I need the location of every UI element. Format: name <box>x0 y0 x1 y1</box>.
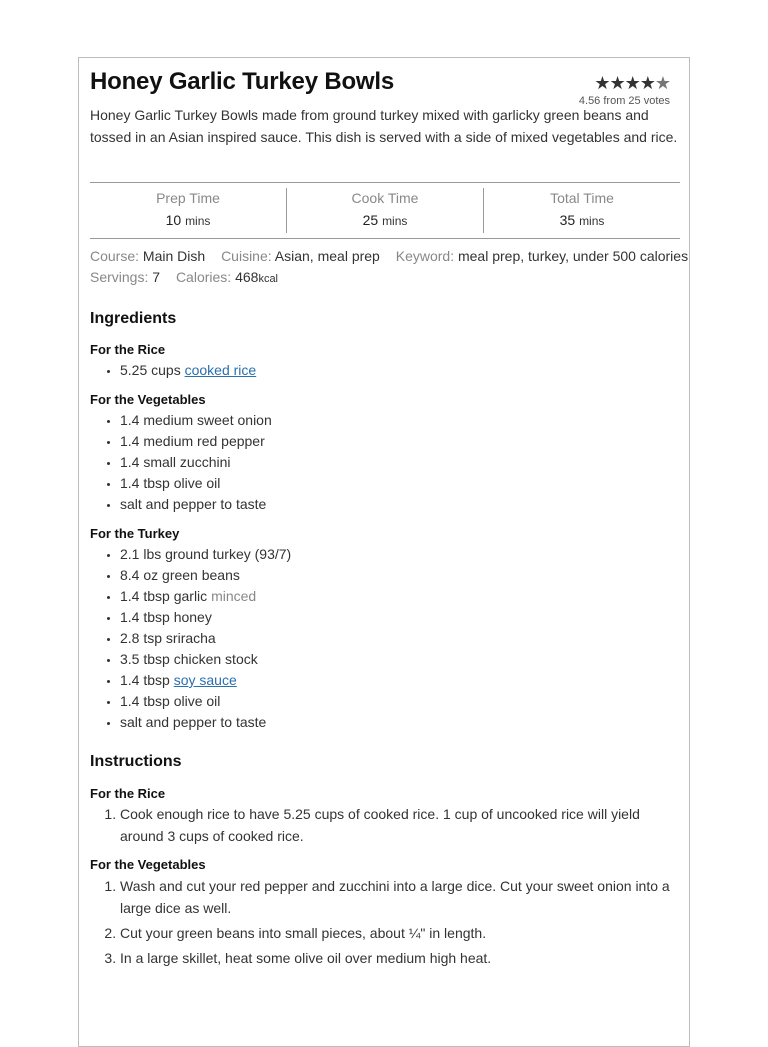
ingredient-item <box>120 586 291 607</box>
prep-time <box>90 188 287 233</box>
ingredients-heading: Ingredients <box>90 310 177 327</box>
ingredient-text: 5.25 cups <box>120 362 185 378</box>
total-time-label: Total Time <box>550 190 614 206</box>
calories-unit: kcal <box>258 273 278 285</box>
ingredient-item: • 1.4 medium red pepper <box>120 431 272 452</box>
instruction-step: 1. Wash and cut your red pepper and zucchini into a large dice. Cut your sweet onion into a large dice as well. <box>120 875 680 919</box>
course-value: Main Dish <box>142 248 206 264</box>
ingredient-note: minced <box>211 588 257 604</box>
keyword-value: meal prep, turkey, under 500 calories <box>457 248 689 264</box>
ingredient-list-rice <box>90 360 256 381</box>
prep-time-label: Prep Time <box>156 190 220 206</box>
recipe-rating[interactable] <box>579 74 670 107</box>
instruction-group-rice: For the Rice <box>90 786 166 801</box>
soy-sauce-link[interactable]: soy sauce <box>173 672 237 688</box>
prep-time-number: 10 <box>165 212 182 228</box>
recipe-servings <box>90 269 160 285</box>
instruction-list-rice <box>90 803 680 850</box>
ingredient-item: • 1.4 tbsp olive oil <box>120 473 272 494</box>
ingredient-item: • 1.4 tbsp honey <box>120 607 291 628</box>
ingredient-item: • 8.4 oz green beans <box>120 565 291 586</box>
ingredient-group-rice: For the Rice <box>90 342 166 357</box>
cuisine-label: Cuisine: <box>221 248 272 264</box>
ingredient-item: • 1.4 small zucchini <box>120 452 272 473</box>
ingredient-item <box>120 360 256 381</box>
recipe-times <box>90 182 680 239</box>
cook-time-label: Cook Time <box>351 190 419 206</box>
recipe-calories <box>176 269 278 285</box>
keyword-label: Keyword: <box>395 248 455 264</box>
recipe-keyword <box>396 248 688 264</box>
ingredient-item: • salt and pepper to taste <box>120 494 272 515</box>
total-time-number: 35 <box>559 212 576 228</box>
recipe-meta-row-2 <box>90 267 278 289</box>
recipe-card <box>78 57 690 1047</box>
servings-label: Servings: <box>90 269 149 285</box>
servings-value[interactable]: 7 <box>152 269 161 285</box>
instruction-step: 3. In a large skillet, heat some olive oil over medium high heat. <box>120 947 680 969</box>
recipe-course <box>90 248 205 264</box>
prep-time-unit: mins <box>185 214 211 228</box>
ingredient-item: • 1.4 medium sweet onion <box>120 410 272 431</box>
ingredient-text: 1.4 tbsp <box>120 672 174 688</box>
cook-time-value <box>287 210 483 231</box>
calories-value: 468 <box>235 269 259 285</box>
ingredient-list-vegetables <box>90 410 272 515</box>
recipe-title: Honey Garlic Turkey Bowls <box>90 68 394 95</box>
star-rating-icon[interactable]: ★★★★★ <box>594 73 670 93</box>
instruction-group-vegetables: For the Vegetables <box>90 857 206 872</box>
ingredient-item: • 2.8 tsp sriracha <box>120 628 291 649</box>
ingredient-group-vegetables: For the Vegetables <box>90 392 206 407</box>
ingredient-list-turkey <box>90 544 291 733</box>
total-time-value <box>484 210 680 231</box>
instruction-step: 2. Cut your green beans into small pieces, about ¼" in length. <box>120 922 680 944</box>
total-time <box>484 188 680 233</box>
ingredient-text: 1.4 tbsp garlic <box>120 588 212 604</box>
instruction-list-vegetables <box>90 875 680 972</box>
instruction-step: 1. Cook enough rice to have 5.25 cups of cooked rice. 1 cup of uncooked rice will yield around 3 cups of cooked rice. <box>120 803 680 847</box>
ingredient-item: • 2.1 lbs ground turkey (93/7) <box>120 544 291 565</box>
cook-time-number: 25 <box>362 212 379 228</box>
course-label: Course: <box>90 248 140 264</box>
cook-time-unit: mins <box>382 214 408 228</box>
recipe-summary: Honey Garlic Turkey Bowls made from ground turkey mixed with garlicky green beans and tossed in an Asian inspired sauce. This dish is served with a side of mixed vegetables and rice. <box>90 107 678 145</box>
cooked-rice-link[interactable]: cooked rice <box>184 362 257 378</box>
calories-label: Calories: <box>175 269 232 285</box>
cook-time <box>287 188 484 233</box>
prep-time-value <box>90 210 286 231</box>
ingredient-group-turkey: For the Turkey <box>90 526 180 541</box>
rating-votes: 4.56 from 25 votes <box>578 95 670 107</box>
ingredient-item: • 3.5 tbsp chicken stock <box>120 649 291 670</box>
recipe-meta-row-1 <box>90 246 688 266</box>
total-time-unit: mins <box>579 214 605 228</box>
cuisine-value: Asian, meal prep <box>274 248 380 264</box>
recipe-cuisine <box>221 248 380 264</box>
ingredient-item <box>120 670 291 691</box>
ingredient-item: • 1.4 tbsp olive oil <box>120 691 291 712</box>
ingredient-item: • salt and pepper to taste <box>120 712 291 733</box>
instructions-heading: Instructions <box>90 753 182 770</box>
